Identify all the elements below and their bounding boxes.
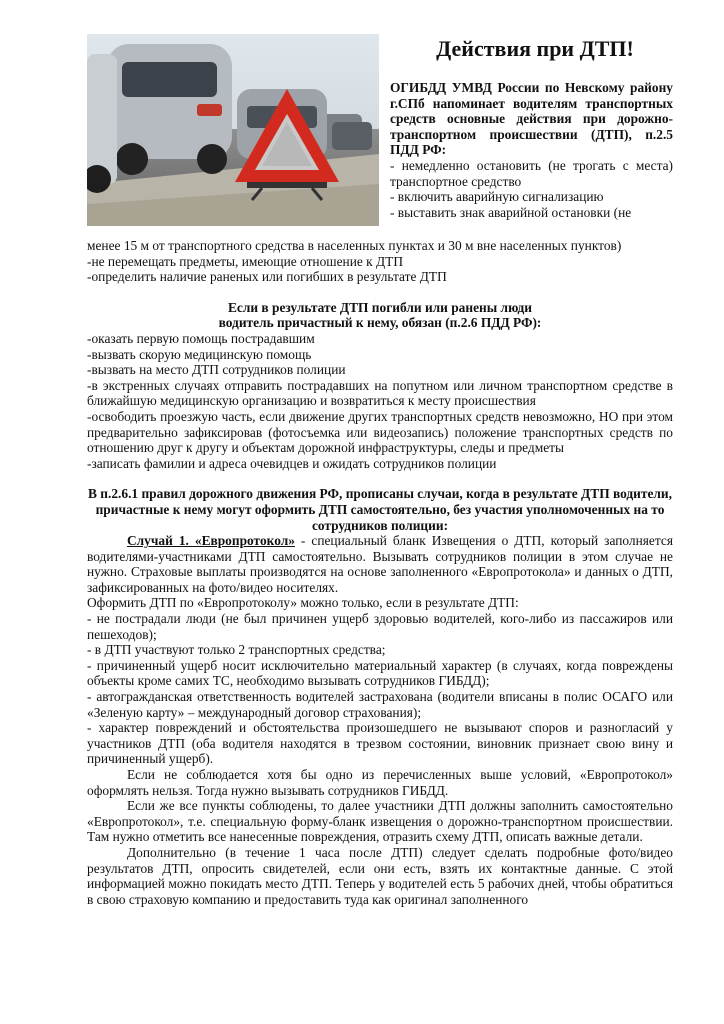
page-title: Действия при ДТП! [436,36,634,61]
list-item: -в экстренных случаях отправить пострадавших на попутном или личном транспортном средстве в ближайшую медицинскую организацию и возвратиться к месту происшествия [87,377,673,409]
list-item: менее 15 м от транспортного средства в населенных пунктах и 30 м вне населенных пунктов) [87,238,622,253]
section3-heading: В п.2.6.1 правил дорожного движения РФ, прописаны случаи, когда в результате ДТП водители, причастные к нему могут оформить ДТП самостоятельно, без участия уполномоченных на то сотрудников полиции: [88,486,672,533]
document-page [87,32,673,907]
list-item: -оказать первую помощь пострадавшим [87,330,315,346]
case-text: - специальный бланк Извещения о ДТП, который заполняется водителями-участниками ДТП самостоятельно. Вызывать сотрудников полиции в этом случае не нужно. Страховые выплаты производятся на основе заполненного «Европротокола» и данных о ДТП, зафиксированных на фото/видео носителях. [87,533,673,595]
header-block [87,32,673,232]
warning-triangle-photo [87,34,379,226]
case-label: Случай 1. «Европротокол» [127,533,295,549]
list-item: -освободить проезжую часть, если движение других транспортных средств невозможно, НО при этом предварительно зафиксировав (фотосъемка или видеозапись) положение транспортных средств по отношению друг к другу и объектам дорожной инфраструктуры, следы и предметы [87,408,673,456]
intro-item: - включить аварийную сигнализацию [390,189,604,205]
intro-item: - немедленно остановить (не трогать с места) транспортное средство [390,157,673,189]
condition-item: - причиненный ущерб носит исключительно материальный характер (в случаях, когда повреждены объекты кроме самих ТС, необходимо вызывать сотрудников ГИБДД); [87,657,673,689]
condition-item: - не пострадали люди (не был причинен ущерб здоровью водителей, кого-либо из пассажиров или пешеходов); [87,611,673,642]
list-item: -определить наличие раненых или погибших в результате ДТП [87,269,447,285]
list-item: -вызвать на место ДТП сотрудников полиции [87,362,346,378]
condition-item: - характер повреждений и обстоятельства произошедшего не вызывают споров и разногласий у участников ДТП (оба водителя находятся в трезвом состоянии, виновник признает свою вину и причиненный ущерб). [87,720,673,767]
section2-heading: Если в результате ДТП погибли или ранены люди [227,299,533,315]
list-item: -не перемещать предметы, имеющие отношение к ДТП [87,253,404,269]
case-paragraph [87,533,673,595]
conditions-intro: Оформить ДТП по «Европротоколу» можно только, если в результате ДТП: [87,595,519,611]
condition-item: - в ДТП участвуют только 2 транспортных средства; [87,642,386,658]
body-paragraph: Дополнительно (в течение 1 часа после ДТП) следует сделать подробные фото/видео результатов ДТП, опросить свидетелей, если они есть, взять их контактные данные. С этой информацией можно покидать место ДТП. Теперь у водителей есть 5 рабочих дней, чтобы обратиться в свою страховую компанию и предоставить туда как оригинал заполненного [87,844,673,907]
intro-heading: ОГИБДД УМВД России по Невскому району г.СПб напоминает водителям транспортных средств основные действия при дорожно-транспортном происшествии (ДТП), п.2.5 ПДД РФ: [390,80,673,158]
list-item: -вызвать скорую медицинскую помощь [87,346,312,362]
list-item: -записать фамилии и адреса очевидцев и ожидать сотрудников полиции [87,455,497,471]
section2-subheading: водитель причастный к нему, обязан (п.2.6 ПДД РФ): [218,315,542,331]
intro-item: - выставить знак аварийной остановки (не [390,204,632,220]
intro-block [390,80,673,220]
body-paragraph: Если не соблюдается хотя бы одно из перечисленных выше условий, «Европротокол» оформлять нельзя. Тогда нужно вызывать сотрудников ГИБДД. [87,767,673,798]
condition-item: - автогражданская ответственность водителей застрахована (водители вписаны в полис ОСАГО или «Зеленую карту» – международный договор страхования); [87,689,673,720]
body-paragraph: Если же все пункты соблюдены, то далее участники ДТП должны заполнить самостоятельно «Европротокол», т.е. специальную форму-бланк извещения о дорожно-транспортном происшествии. Там нужно отметить все нанесенные повреждения, отразить схему ДТП, описать важные детали. [87,798,673,845]
